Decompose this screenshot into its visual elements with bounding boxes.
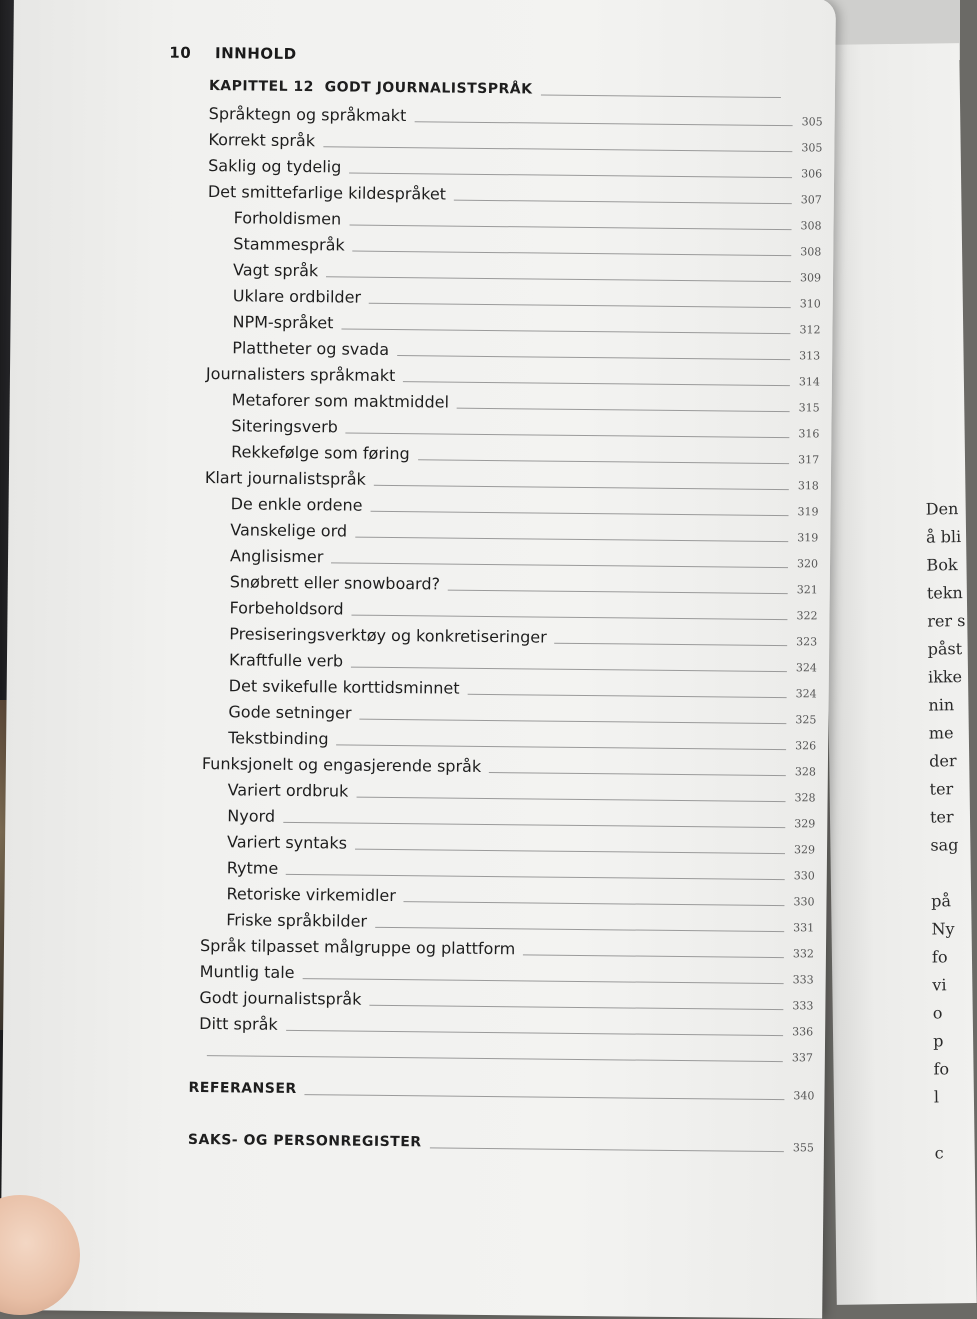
toc-page-number: 328 xyxy=(794,765,816,779)
toc-page-number: 355 xyxy=(792,1141,814,1155)
leader-dots xyxy=(540,95,780,99)
toc-page-number: 308 xyxy=(800,219,822,233)
toc-page-number: 333 xyxy=(792,973,814,987)
toc-subentry: Friske språkbilder 331 xyxy=(226,910,815,935)
running-title: INNHOLD xyxy=(214,44,297,63)
toc-section: REFERANSER 340 xyxy=(188,1079,815,1103)
facing-page-text: å bli xyxy=(925,527,962,547)
toc-entry: Språk tilpasset målgruppe og plattform 332 xyxy=(199,936,815,961)
toc-entry: Saklig og tydelig 306 xyxy=(208,156,823,181)
toc-page-number: 328 xyxy=(794,791,816,805)
toc-subentry: Tekstbinding 326 xyxy=(228,728,817,753)
toc-subentry: Uklare ordbilder 310 xyxy=(232,286,821,311)
toc-page-number: 306 xyxy=(801,167,823,181)
toc-subentry: Retoriske virkemidler 330 xyxy=(226,884,815,909)
toc-page-number: 322 xyxy=(796,609,818,623)
running-header xyxy=(169,44,296,63)
toc-page-number: 308 xyxy=(800,245,822,259)
toc-subentry: NPM-språket 312 xyxy=(232,312,821,337)
toc-subentry: Plattheter og svada 313 xyxy=(232,338,821,363)
toc-page-number: 313 xyxy=(799,349,821,363)
toc-subentry: Vanskelige ord 319 xyxy=(230,520,819,545)
toc-page-number: 332 xyxy=(792,947,815,961)
toc-entry: Muntlig tale 333 xyxy=(199,961,814,987)
toc-subentry: Nyord 329 xyxy=(227,806,816,831)
toc-page-number: 309 xyxy=(799,271,822,285)
facing-page-text: der xyxy=(929,751,957,771)
toc-subentry: Kraftfulle verb 324 xyxy=(228,650,818,675)
facing-page-text: ter xyxy=(929,807,954,827)
chapter-label: KAPITTEL 12 GODT JOURNALISTSPRÅK xyxy=(208,78,533,98)
toc-page-number: 312 xyxy=(799,323,821,337)
toc-page-number: 314 xyxy=(798,375,821,389)
toc-entry: Journalisters språkmakt 314 xyxy=(205,364,821,389)
toc-page-number: 326 xyxy=(795,739,817,753)
facing-page-text: p xyxy=(932,1031,944,1051)
facing-page-text: fo xyxy=(931,947,948,967)
toc-page-number: 330 xyxy=(793,895,815,909)
facing-page-text: Ny xyxy=(931,919,955,939)
facing-page-text: ikke xyxy=(927,667,963,687)
toc-page-number: 329 xyxy=(794,817,816,831)
toc-subentry: Presiseringsverktøy og konkretiseringer 323 xyxy=(229,624,818,649)
toc-subentry: Variert syntaks 329 xyxy=(226,832,816,857)
toc-subentry: Forholdismen 308 xyxy=(233,208,822,233)
toc-subentry: Forbeholdsord 322 xyxy=(229,598,818,623)
facing-page-text: fo xyxy=(933,1059,950,1079)
toc-page-number: 319 xyxy=(797,531,819,545)
facing-page-text: på xyxy=(931,891,952,911)
toc-page-number: 325 xyxy=(795,713,817,727)
toc-subentry: Rytme 330 xyxy=(226,858,815,883)
toc-subentry: Rekkefølge som føring 317 xyxy=(231,442,820,467)
toc-entry: Ditt språk 336 xyxy=(199,1013,814,1039)
facing-page-text: ter xyxy=(929,779,954,799)
toc-page-number: 319 xyxy=(797,505,819,519)
facing-page-text: Bok xyxy=(926,555,958,575)
toc-entry: Klart journalistspråk 318 xyxy=(204,468,819,493)
toc-page-number: 316 xyxy=(798,427,820,441)
toc-entry: Funksjonelt og engasjerende språk 328 xyxy=(201,754,816,779)
chapter-heading xyxy=(209,74,789,102)
facing-page-text: nin xyxy=(928,695,955,715)
toc-subentry: Det svikefulle korttidsminnet 324 xyxy=(228,676,817,701)
toc-page-number: 318 xyxy=(797,479,819,493)
facing-page-text: påst xyxy=(927,639,963,659)
toc-entry: Korrekt språk 305 xyxy=(208,130,823,155)
facing-page-text: sag xyxy=(930,835,959,855)
toc-subentry: Vagt språk 309 xyxy=(232,260,822,285)
toc-page-number: 333 xyxy=(792,999,814,1013)
toc-entry xyxy=(199,1038,813,1066)
toc-subentry: Variert ordbruk 328 xyxy=(227,780,816,805)
facing-page xyxy=(819,43,977,1305)
toc-entry: Godt journalistspråk 333 xyxy=(199,987,814,1013)
toc-page-number: 305 xyxy=(801,115,823,129)
facing-page-text: o xyxy=(932,1003,943,1023)
facing-page-text: tekn xyxy=(926,583,963,603)
toc-page-number: 317 xyxy=(798,453,820,467)
toc-page-number: 320 xyxy=(796,557,819,571)
facing-page-text: me xyxy=(928,723,954,743)
page-number: 10 xyxy=(169,43,192,62)
toc-section: SAKS- OG PERSONREGISTER 355 xyxy=(187,1131,814,1155)
toc-entry: Det smittefarlige kildespråket 307 xyxy=(207,182,822,207)
toc-subentry: De enkle ordene 319 xyxy=(230,494,819,519)
toc-page-number: 329 xyxy=(793,843,816,857)
toc-subentry: Stammespråk 308 xyxy=(233,234,822,259)
toc-page-number: 323 xyxy=(796,635,818,649)
facing-page-text: Den xyxy=(925,499,959,519)
toc-page-number: 315 xyxy=(798,401,820,415)
facing-page-text: l xyxy=(933,1087,940,1107)
toc-subentry: Siteringsverb 316 xyxy=(231,416,820,441)
toc-page-number: 324 xyxy=(795,687,817,701)
toc-page-number: 330 xyxy=(793,869,815,883)
facing-page-text: rer s xyxy=(927,611,966,631)
toc-page-number: 336 xyxy=(792,1025,814,1039)
facing-page-text: vi xyxy=(932,975,947,995)
toc-page-number: 331 xyxy=(793,921,815,935)
toc-subentry: Metaforer som maktmiddel 315 xyxy=(231,390,820,415)
toc-subentry: Snøbrett eller snowboard? 321 xyxy=(229,572,818,597)
toc-page-number: 337 xyxy=(791,1051,813,1065)
facing-page-text: c xyxy=(934,1143,944,1163)
toc-page-number: 305 xyxy=(801,141,823,155)
toc-entry: Språktegn og språkmakt 305 xyxy=(208,104,823,129)
toc-subentry: Gode setninger 325 xyxy=(228,702,817,727)
toc-page-number: 321 xyxy=(796,583,818,597)
toc-subentry: Anglisismer 320 xyxy=(229,546,819,571)
toc-page-number: 340 xyxy=(793,1089,815,1103)
toc-page-number: 324 xyxy=(795,661,818,675)
toc-page-number: 310 xyxy=(799,297,821,311)
toc-page-number: 307 xyxy=(800,193,822,207)
